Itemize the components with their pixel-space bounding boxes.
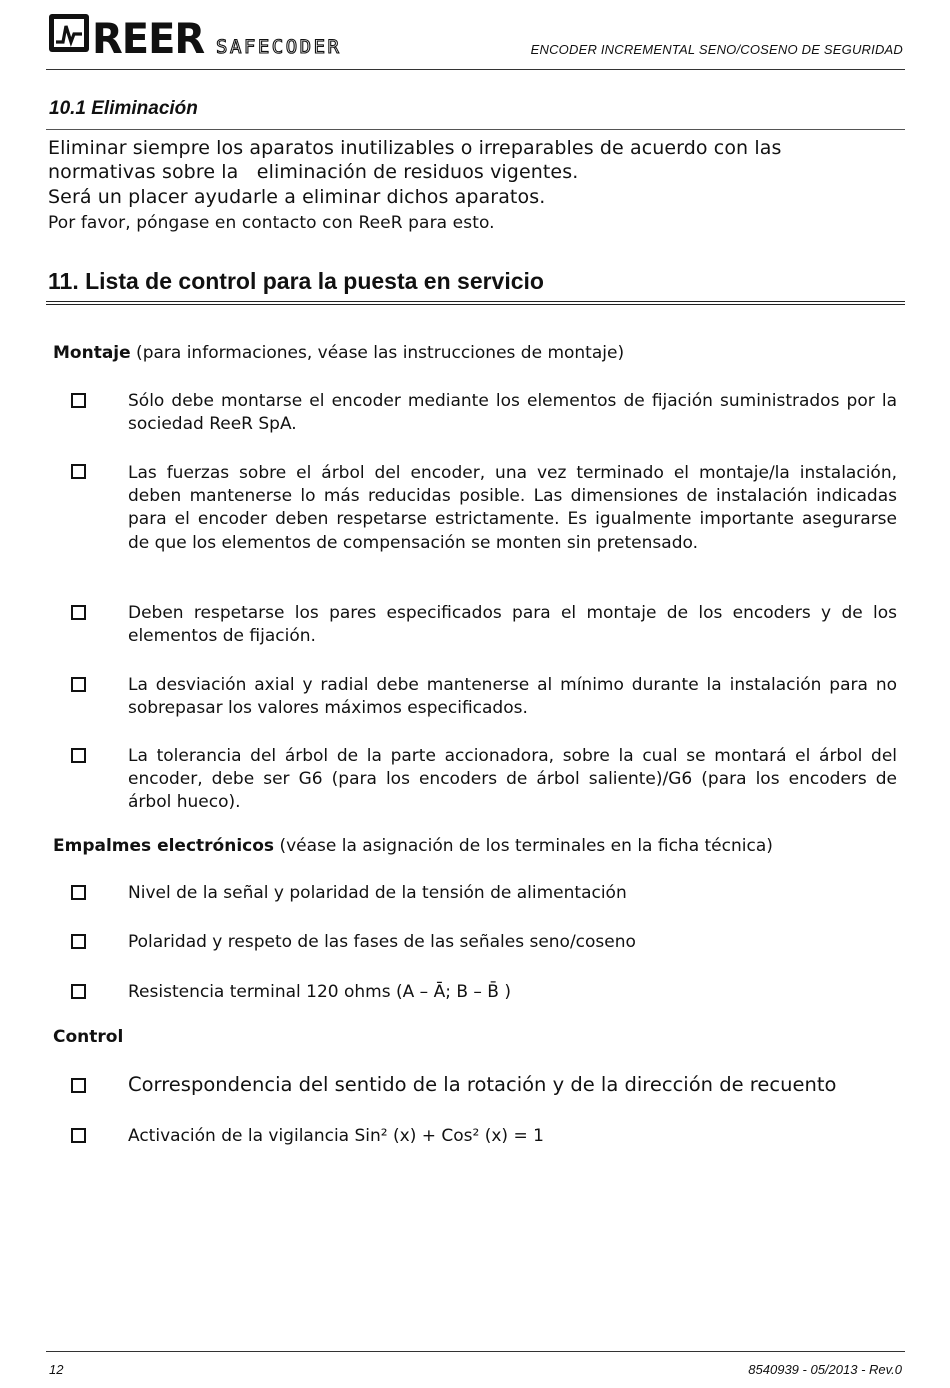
control-checkbox-1[interactable] [71,1078,86,1093]
footer-divider [46,1351,905,1352]
elimination-line-3: Será un placer ayudarle a eliminar dichos aparatos. [48,186,546,208]
montaje-heading-bold: Montaje [53,343,131,363]
header-title: ENCODER INCREMENTAL SENO/COSENO DE SEGURIDAD [530,42,903,57]
section-10-1-title: 10.1 Eliminación [49,98,198,119]
montaje-checkbox-4[interactable] [71,677,86,692]
elimination-line-1: Eliminar siempre los aparatos inutilizables o irreparables de acuerdo con las [48,137,782,159]
elimination-line-2: normativas sobre la eliminación de residuos vigentes. [48,161,579,183]
section-11-title: 11. Lista de control para la puesta en servicio [48,268,544,294]
section-11-divider-top [46,301,905,302]
montaje-heading [53,343,624,363]
empalmes-item-3: Resistencia terminal 120 ohms (A – Ā; B – B̄ ) [128,982,511,1002]
control-checkbox-2[interactable] [71,1128,86,1143]
montaje-item-2: Las fuerzas sobre el árbol del encoder, una vez terminado el montaje/la instalación, deben mantenerse lo más reducidas posible. Las dimensiones de instalación indicadas para el encoder deben respetarse estrictamente. Es igualmente importante asegurarse de que los elementos de compensación se monten sin pretensado. [128,463,897,553]
empalmes-heading [53,836,773,856]
empalmes-checkbox-3[interactable] [71,984,86,999]
section-11-divider-bottom [46,304,905,305]
empalmes-checkbox-1[interactable] [71,885,86,900]
header-divider [46,69,905,70]
montaje-item-4: La desviación axial y radial debe mantenerse al mínimo durante la instalación para no sobrepasar los valores máximos especificados. [128,675,897,719]
montaje-heading-rest: (para informaciones, véase las instrucciones de montaje) [130,343,625,363]
reer-logo-icon [48,8,388,58]
empalmes-checkbox-2[interactable] [71,934,86,949]
section-10-1-divider [46,129,905,130]
montaje-item-5: La tolerancia del árbol de la parte accionadora, sobre la cual se montará el árbol del encoder, debe ser G6 (para los encoders de árbol saliente)/G6 (para los encoders de árbol hueco). [128,746,897,813]
montaje-item-3: Deben respetarse los pares especificados para el montaje de los encoders y de los elementos de fijación. [128,603,897,647]
svg-text:REER: REER [92,14,205,58]
montaje-item-1: Sólo debe montarse el encoder mediante los elementos de fijación suministrados por la sociedad ReeR SpA. [128,391,897,435]
reer-safecoder-logo [48,8,388,58]
elimination-line-4: Por favor, póngase en contacto con ReeR para esto. [48,213,495,233]
montaje-checkbox-2[interactable] [71,464,86,479]
document-reference: 8540939 - 05/2013 - Rev.0 [748,1362,902,1377]
page-number: 12 [49,1362,64,1377]
empalmes-item-2: Polaridad y respeto de las fases de las señales seno/coseno [128,932,636,952]
empalmes-item-1: Nivel de la señal y polaridad de la tensión de alimentación [128,883,627,903]
empalmes-heading-bold: Empalmes electrónicos [53,836,275,856]
control-heading [53,1027,123,1047]
control-item-2: Activación de la vigilancia Sin² (x) + Cos² (x) = 1 [128,1126,544,1146]
empalmes-heading-rest: (véase la asignación de los terminales en la ficha técnica) [274,836,773,856]
control-heading-bold: Control [53,1027,124,1047]
montaje-checkbox-3[interactable] [71,605,86,620]
control-item-1: Correspondencia del sentido de la rotación y de la dirección de recuento [128,1073,837,1096]
montaje-checkbox-1[interactable] [71,393,86,408]
montaje-checkbox-5[interactable] [71,748,86,763]
svg-text:SAFECODER: SAFECODER [216,36,342,58]
